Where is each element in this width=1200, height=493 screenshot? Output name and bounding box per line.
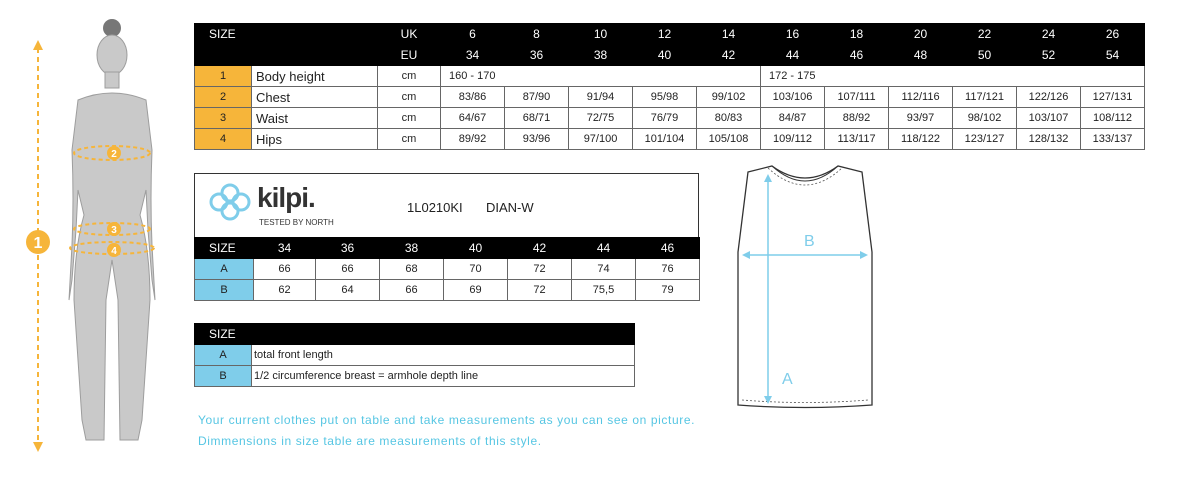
row-label: Hips	[252, 129, 378, 150]
value-cell: 113/117	[825, 129, 889, 150]
table-row-a	[195, 259, 700, 280]
brand-tagline: TESTED BY NORTH	[259, 218, 334, 227]
legend-row-a	[195, 345, 635, 366]
value-cell: 79	[636, 280, 700, 301]
uk-size: 26	[1081, 24, 1145, 45]
value-cell: 62	[254, 280, 316, 301]
uk-size: 12	[633, 24, 697, 45]
product-header-row	[195, 238, 700, 259]
eu-size: 34	[441, 45, 505, 66]
value-cell: 112/116	[889, 87, 953, 108]
eu-size: 34	[254, 238, 316, 259]
uk-size: 8	[505, 24, 569, 45]
eu-size: 36	[505, 45, 569, 66]
value-cell: 66	[380, 280, 444, 301]
value-cell: 91/94	[569, 87, 633, 108]
legend-table	[194, 323, 635, 387]
size-header-label: SIZE	[195, 238, 254, 259]
value-cell: 98/102	[953, 108, 1017, 129]
svg-text:1: 1	[33, 235, 43, 252]
height-range: 172 - 175	[761, 66, 1145, 87]
value-cell: 72	[508, 280, 572, 301]
uk-size: 14	[697, 24, 761, 45]
value-cell: 93/97	[889, 108, 953, 129]
tank-top-outline	[738, 166, 872, 408]
height-range: 160 - 170	[441, 66, 761, 87]
eu-size: 40	[444, 238, 508, 259]
instruction-note: Dimmensions in size table are measurements of this style.	[198, 434, 542, 448]
eu-size: 40	[633, 45, 697, 66]
row-label: Body height	[252, 66, 378, 87]
uk-size: 16	[761, 24, 825, 45]
row-key: A	[195, 345, 252, 366]
arrow-down-icon	[33, 442, 43, 452]
label-a: A	[782, 371, 793, 388]
uk-size: 24	[1017, 24, 1081, 45]
uk-size: 6	[441, 24, 505, 45]
marker-1	[26, 230, 50, 254]
row-key: B	[195, 280, 254, 301]
value-cell: 76	[636, 259, 700, 280]
eu-size: 50	[953, 45, 1017, 66]
legend-row-b	[195, 366, 635, 387]
body-figure	[0, 0, 190, 493]
unit-cell: cm	[378, 108, 441, 129]
tank-top-diagram	[730, 160, 890, 420]
value-cell: 108/112	[1081, 108, 1145, 129]
svg-text:4: 4	[111, 246, 117, 257]
eu-size: 44	[572, 238, 636, 259]
eu-size: 54	[1081, 45, 1145, 66]
value-cell: 122/126	[1017, 87, 1081, 108]
value-cell: 93/96	[505, 129, 569, 150]
svg-text:3: 3	[111, 225, 117, 236]
value-cell: 87/90	[505, 87, 569, 108]
instruction-note: Your current clothes put on table and take measurements as you can see on picture.	[198, 413, 696, 427]
value-cell: 117/121	[953, 87, 1017, 108]
value-cell: 66	[254, 259, 316, 280]
arrow-up-icon	[33, 40, 43, 50]
legend-text: 1/2 circumference breast = armhole depth line	[252, 366, 635, 387]
eu-size: 52	[1017, 45, 1081, 66]
value-cell: 97/100	[569, 129, 633, 150]
value-cell: 128/132	[1017, 129, 1081, 150]
row-number: 2	[195, 87, 252, 108]
value-cell: 103/106	[761, 87, 825, 108]
value-cell: 68	[380, 259, 444, 280]
row-key: A	[195, 259, 254, 280]
eu-size: 46	[636, 238, 700, 259]
uk-label: UK	[378, 24, 441, 45]
table-row-body-height	[195, 66, 1145, 87]
value-cell: 74	[572, 259, 636, 280]
table-row-hips	[195, 129, 1145, 150]
product-size-table	[194, 237, 700, 301]
size-header-label: SIZE	[195, 324, 252, 345]
row-label: Chest	[252, 87, 378, 108]
value-cell: 123/127	[953, 129, 1017, 150]
eu-size: 44	[761, 45, 825, 66]
value-cell: 105/108	[697, 129, 761, 150]
marker-3	[107, 222, 121, 236]
value-cell: 66	[316, 259, 380, 280]
brand-name: kilpi.	[257, 182, 315, 213]
uk-size: 18	[825, 24, 889, 45]
value-cell: 68/71	[505, 108, 569, 129]
value-cell: 69	[444, 280, 508, 301]
value-cell: 101/104	[633, 129, 697, 150]
eu-size: 42	[697, 45, 761, 66]
value-cell: 72	[508, 259, 572, 280]
eu-size: 38	[380, 238, 444, 259]
eu-size: 48	[889, 45, 953, 66]
size-header-label: SIZE	[195, 24, 378, 45]
unit-cell: cm	[378, 129, 441, 150]
marker-4	[107, 243, 121, 257]
value-cell: 109/112	[761, 129, 825, 150]
unit-cell: cm	[378, 87, 441, 108]
uk-size: 10	[569, 24, 633, 45]
product-model: DIAN-W	[486, 200, 534, 215]
value-cell: 72/75	[569, 108, 633, 129]
value-cell: 76/79	[633, 108, 697, 129]
value-cell: 95/98	[633, 87, 697, 108]
kilpi-knot-logo-icon	[205, 182, 255, 222]
value-cell: 70	[444, 259, 508, 280]
value-cell: 80/83	[697, 108, 761, 129]
row-number: 1	[195, 66, 252, 87]
value-cell: 64	[316, 280, 380, 301]
row-label: Waist	[252, 108, 378, 129]
value-cell: 88/92	[825, 108, 889, 129]
product-code: 1L0210KI	[407, 200, 463, 215]
size-table	[194, 23, 1145, 150]
marker-2	[107, 146, 121, 160]
uk-size: 22	[953, 24, 1017, 45]
table-row-b	[195, 280, 700, 301]
value-cell: 75,5	[572, 280, 636, 301]
value-cell: 127/131	[1081, 87, 1145, 108]
value-cell: 118/122	[889, 129, 953, 150]
label-b: B	[804, 233, 815, 250]
row-key: B	[195, 366, 252, 387]
empty-cell	[252, 324, 635, 345]
value-cell: 83/86	[441, 87, 505, 108]
row-number: 3	[195, 108, 252, 129]
value-cell: 99/102	[697, 87, 761, 108]
eu-size: 46	[825, 45, 889, 66]
uk-size: 20	[889, 24, 953, 45]
size-header-row-eu	[195, 45, 1145, 66]
value-cell: 133/137	[1081, 129, 1145, 150]
value-cell: 64/67	[441, 108, 505, 129]
empty-cell	[195, 45, 378, 66]
eu-label: EU	[378, 45, 441, 66]
value-cell: 89/92	[441, 129, 505, 150]
eu-size: 36	[316, 238, 380, 259]
value-cell: 107/111	[825, 87, 889, 108]
table-row-chest	[195, 87, 1145, 108]
value-cell: 84/87	[761, 108, 825, 129]
table-row-waist	[195, 108, 1145, 129]
svg-text:2: 2	[111, 149, 117, 160]
brand-box	[194, 173, 699, 238]
eu-size: 42	[508, 238, 572, 259]
size-header-row-uk	[195, 24, 1145, 45]
legend-header-row	[195, 324, 635, 345]
row-number: 4	[195, 129, 252, 150]
eu-size: 38	[569, 45, 633, 66]
unit-cell: cm	[378, 66, 441, 87]
legend-text: total front length	[252, 345, 635, 366]
value-cell: 103/107	[1017, 108, 1081, 129]
